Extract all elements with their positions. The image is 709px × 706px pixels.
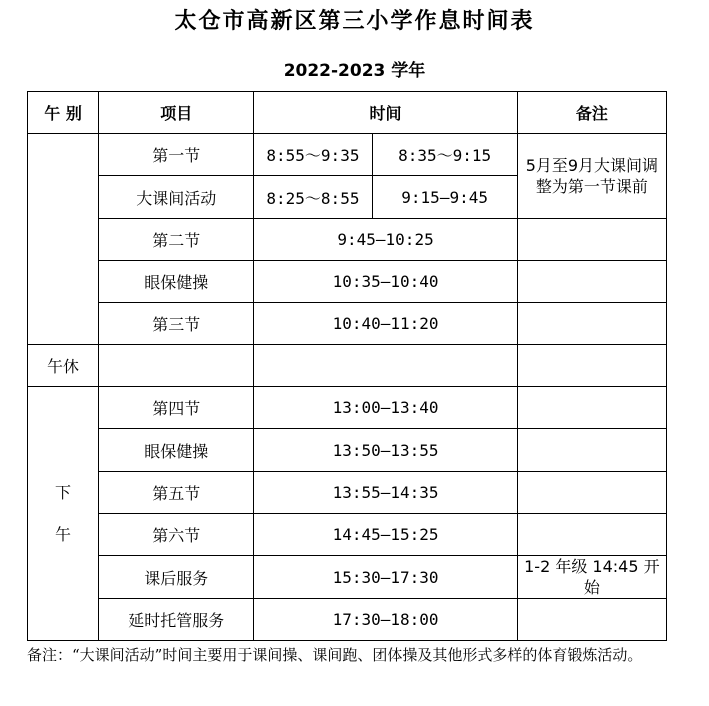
header-row [28, 92, 667, 134]
item-cell: 课后服务 [99, 556, 254, 599]
table-row [28, 599, 667, 641]
afternoon-label-char: 下 [55, 482, 72, 502]
remark-cell [517, 514, 666, 556]
table-row [28, 303, 667, 345]
remark-cell: 1-2 年级 14:45 开始 [517, 556, 666, 599]
remark-cell [517, 219, 666, 261]
noon-label: 午休 [28, 345, 99, 387]
remark-cell [517, 134, 666, 219]
remark-cell [517, 345, 666, 387]
time-cell: 17:30—18:00 [254, 599, 517, 641]
time-cell: 8:35～9:15 [372, 134, 517, 176]
afternoon-label [28, 387, 99, 641]
school-year: 2022-2023 学年 [283, 61, 426, 81]
table-row [28, 514, 667, 556]
header-item: 项目 [99, 92, 254, 134]
remark-cell [517, 429, 666, 472]
table-row [28, 261, 667, 303]
table-row [28, 472, 667, 514]
time-cell: 13:55—14:35 [254, 472, 517, 514]
header-remarks: 备注 [517, 92, 666, 134]
time-cell: 10:40—11:20 [254, 303, 517, 345]
morning-label [28, 134, 99, 345]
afternoon-label-char: 午 [55, 524, 72, 544]
remark-cell [517, 387, 666, 429]
page-title: 太仓市高新区第三小学作息时间表 [174, 8, 535, 34]
header-time: 时间 [254, 92, 517, 134]
item-cell: 眼保健操 [99, 429, 254, 472]
time-cell [254, 345, 517, 387]
item-cell: 第五节 [99, 472, 254, 514]
table-row [28, 134, 667, 176]
item-cell: 第四节 [99, 387, 254, 429]
item-cell: 眼保健操 [99, 261, 254, 303]
table-row [28, 219, 667, 261]
table-row [28, 387, 667, 429]
item-cell: 大课间活动 [99, 176, 254, 219]
header-period: 午 别 [28, 92, 99, 134]
item-cell [99, 345, 254, 387]
time-cell: 15:30—17:30 [254, 556, 517, 599]
table-row [28, 556, 667, 599]
time-cell: 10:35—10:40 [254, 261, 517, 303]
time-cell: 13:50—13:55 [254, 429, 517, 472]
time-cell: 13:00—13:40 [254, 387, 517, 429]
schedule-table [27, 91, 667, 641]
table-row [28, 345, 667, 387]
item-cell: 第六节 [99, 514, 254, 556]
remark-text: 5月至9月大课间调整为第一节课前 [525, 156, 659, 196]
time-cell: 8:25～8:55 [254, 176, 372, 219]
time-cell: 14:45—15:25 [254, 514, 517, 556]
footnote: 备注：“大课间活动”时间主要用于课间操、课间跑、团体操及其他形式多样的体育锻炼活动。 [27, 646, 643, 664]
time-cell: 9:45—10:25 [254, 219, 517, 261]
remark-cell [517, 303, 666, 345]
item-cell: 第一节 [99, 134, 254, 176]
remark-cell [517, 472, 666, 514]
remark-cell [517, 599, 666, 641]
item-cell: 第二节 [99, 219, 254, 261]
time-cell: 8:55～9:35 [254, 134, 372, 176]
time-cell: 9:15—9:45 [372, 176, 517, 219]
table-row [28, 429, 667, 472]
remark-cell [517, 261, 666, 303]
item-cell: 第三节 [99, 303, 254, 345]
item-cell: 延时托管服务 [99, 599, 254, 641]
